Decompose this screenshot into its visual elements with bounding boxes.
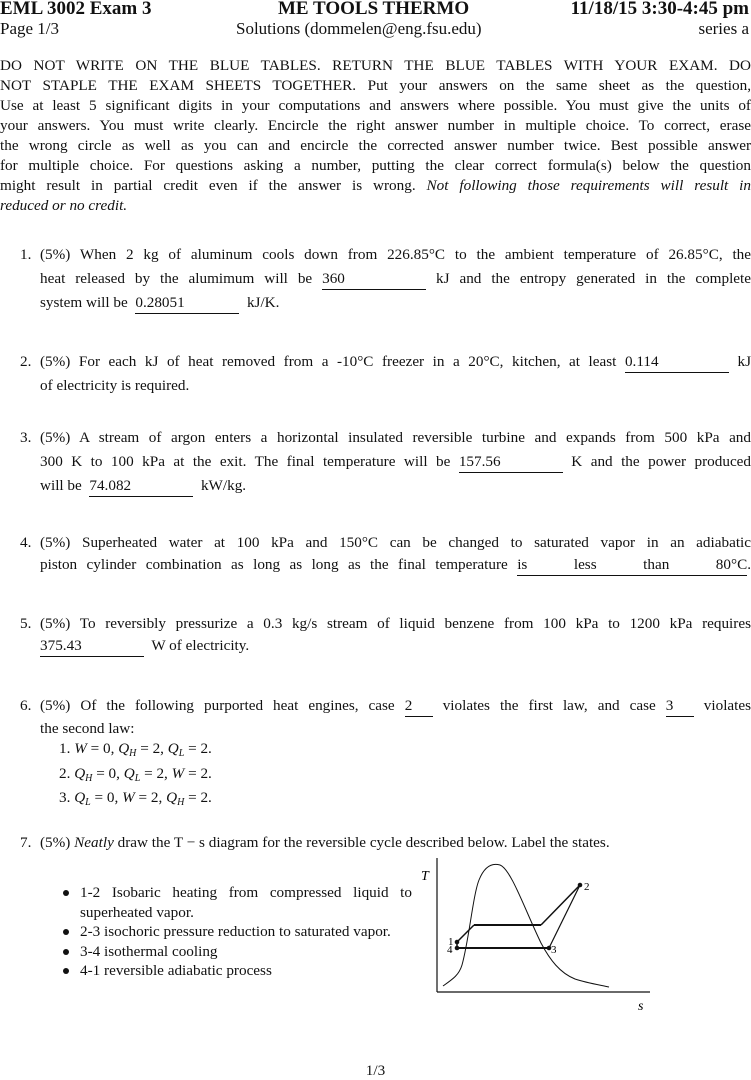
question-text: (5%) To reversibly pressurize a 0.3 kg/s stream of liquid benzene from 100 kPa to 1200 kPa requires (40, 615, 751, 632)
question-text: the second law: (40, 720, 135, 737)
instruction-line: Use at least 5 significant digits in your computations and answers where possible. You must give the units of (0, 97, 751, 114)
question-text: system will be (40, 294, 128, 311)
state-4-point (455, 946, 460, 951)
instruction-warning-end: reduced or no credit. (0, 197, 128, 214)
instruction-line: for multiple choice. For questions asking a number, putting the clear correct formula(s) below the question (0, 157, 751, 174)
question-text: (5%) A stream of argon enters a horizontal insulated reversible turbine and expands from 500 kPa and (40, 429, 751, 446)
answer-blank-final-temperature[interactable]: is less than 80°C (517, 555, 747, 576)
question-6 (20, 694, 751, 808)
cycle-process-list (62, 883, 412, 981)
process-item: 2-3 isochoric pressure reduction to saturated vapor. (62, 922, 412, 942)
state-2-point (578, 883, 583, 888)
question-5 (20, 612, 751, 662)
state-3-label: 3 (551, 944, 557, 956)
state-1-point (455, 940, 460, 945)
question-text: (5%) When 2 kg of aluminum cools down from 226.85°C to the ambient temperature of 26.85°C, the (40, 246, 751, 263)
case-item: 1. W = 0, $Q_H = 2$, $Q_L = 2$. (59, 740, 212, 759)
process-2-3 (549, 885, 580, 948)
question-text: piston cylinder combination as long as long as the final temperature (40, 556, 508, 573)
question-text: of electricity is required. (40, 377, 190, 394)
bullet-icon (63, 890, 69, 896)
bullet-icon (63, 929, 69, 935)
answer-blank-second-law[interactable]: 3 (666, 696, 694, 717)
question-text: violates (703, 697, 751, 714)
emphasis-neatly: Neatly (74, 834, 114, 851)
state-1-label: 1 (448, 936, 454, 948)
state-2-label: 2 (584, 881, 590, 893)
page-indicator: Page 1/3 (0, 19, 60, 38)
question-text: draw the T − s diagram for the reversible cycle described below. Label the states. (113, 834, 610, 851)
question-number: 1. (20, 246, 32, 263)
case-list (59, 739, 751, 813)
exam-subtitle: Solutions (dommelen@eng.fsu.edu) (236, 19, 482, 38)
instruction-line: might result in partial credit even if the answer is wrong. (0, 177, 427, 194)
question-text: (5%) For each kJ of heat removed from a -10°C freezer in a 20°C, kitchen, at least (40, 353, 617, 370)
question-text: heat released by the alumimum will be (40, 270, 313, 287)
process-1-2-superheating (541, 885, 580, 925)
question-text: (5%) Superheated water at 100 kPa and 150°C can be changed to saturated vapor in an adiabatic (40, 534, 751, 551)
process-1-2-liquid-heating (457, 925, 474, 942)
question-text: violates the first law, and case (442, 697, 656, 714)
question-text: will be (40, 477, 82, 494)
case-number: 3. (59, 789, 71, 806)
instruction-line: NOT STAPLE THE EXAM SHEETS TOGETHER. Put your answers on the same sheet as the question, (0, 77, 751, 94)
bullet-icon (63, 968, 69, 974)
exam-datetime: 11/18/15 3:30-4:45 pm (570, 0, 749, 19)
question-text: . (747, 556, 751, 573)
page-footer: 1/3 (365, 1062, 386, 1079)
bullet-icon (63, 949, 69, 955)
case-number: 2. (59, 764, 71, 782)
course-title: EML 3002 Exam 3 (0, 0, 152, 19)
answer-blank-first-law[interactable]: 2 (405, 696, 433, 717)
question-number: 6. (20, 697, 32, 714)
instruction-warning: Not following those requirements will result in (426, 177, 751, 194)
question-4 (20, 531, 751, 581)
answer-blank-heat[interactable]: 360 (322, 269, 426, 290)
question-3 (20, 426, 751, 501)
question-text: (5%) (40, 834, 75, 851)
exam-title: ME TOOLS THERMO (278, 0, 470, 19)
state-4-label: 4 (447, 944, 453, 956)
exam-series: series a (698, 19, 749, 38)
question-text: kJ (737, 353, 751, 370)
question-1 (20, 243, 751, 318)
process-item: 1-2 Isobaric heating from compressed liquid to superheated vapor. (62, 883, 412, 922)
question-number: 5. (20, 615, 32, 632)
process-item: 4-1 reversible adiabatic process (62, 961, 412, 981)
answer-blank-temperature[interactable]: 157.56 (459, 452, 563, 473)
case-item: 3. $Q_L = 0$, W = 2, $Q_H = 2$. (59, 789, 212, 808)
question-number: 2. (20, 353, 32, 370)
answer-blank-power[interactable]: 74.082 (89, 476, 193, 497)
question-text: kJ/K. (246, 294, 280, 311)
s-axis-label: s (638, 999, 644, 1014)
answer-blank-work[interactable]: 0.114 (625, 352, 729, 373)
instruction-line: the wrong circle as well as you can and encircle the corrected answer number twice. Best possible answer (0, 137, 751, 154)
question-number: 4. (20, 534, 32, 551)
instruction-line: your answers. You must write clearly. Encircle the right answer number in multiple choice. To correct, erase (0, 117, 751, 134)
instructions (0, 56, 751, 216)
question-text: W of electricity. (151, 637, 250, 654)
case-item: 2. $Q_H = 0$, $Q_L = 2$, W = 2. (59, 764, 212, 784)
question-text: (5%) Of the following purported heat engines, case (40, 697, 395, 714)
question-text: kJ and the entropy generated in the complete (436, 270, 751, 287)
question-text: kW/kg. (200, 477, 247, 494)
answer-blank-electricity[interactable]: 375.43 (40, 636, 144, 657)
case-number: 1. (59, 740, 71, 757)
t-axis-label: T (421, 869, 429, 884)
ts-diagram (415, 855, 665, 1020)
question-number: 7. (20, 834, 32, 851)
question-number: 3. (20, 429, 32, 446)
question-2 (20, 350, 751, 400)
question-text: 300 K to 100 kPa at the exit. The final temperature will be (40, 453, 451, 470)
instruction-line: DO NOT WRITE ON THE BLUE TABLES. RETURN THE BLUE TABLES WITH YOUR EXAM. DO (0, 57, 751, 74)
question-text: K and the power produced (571, 453, 751, 470)
answer-blank-entropy[interactable]: 0.28051 (135, 293, 239, 314)
process-item: 3-4 isothermal cooling (62, 942, 412, 962)
